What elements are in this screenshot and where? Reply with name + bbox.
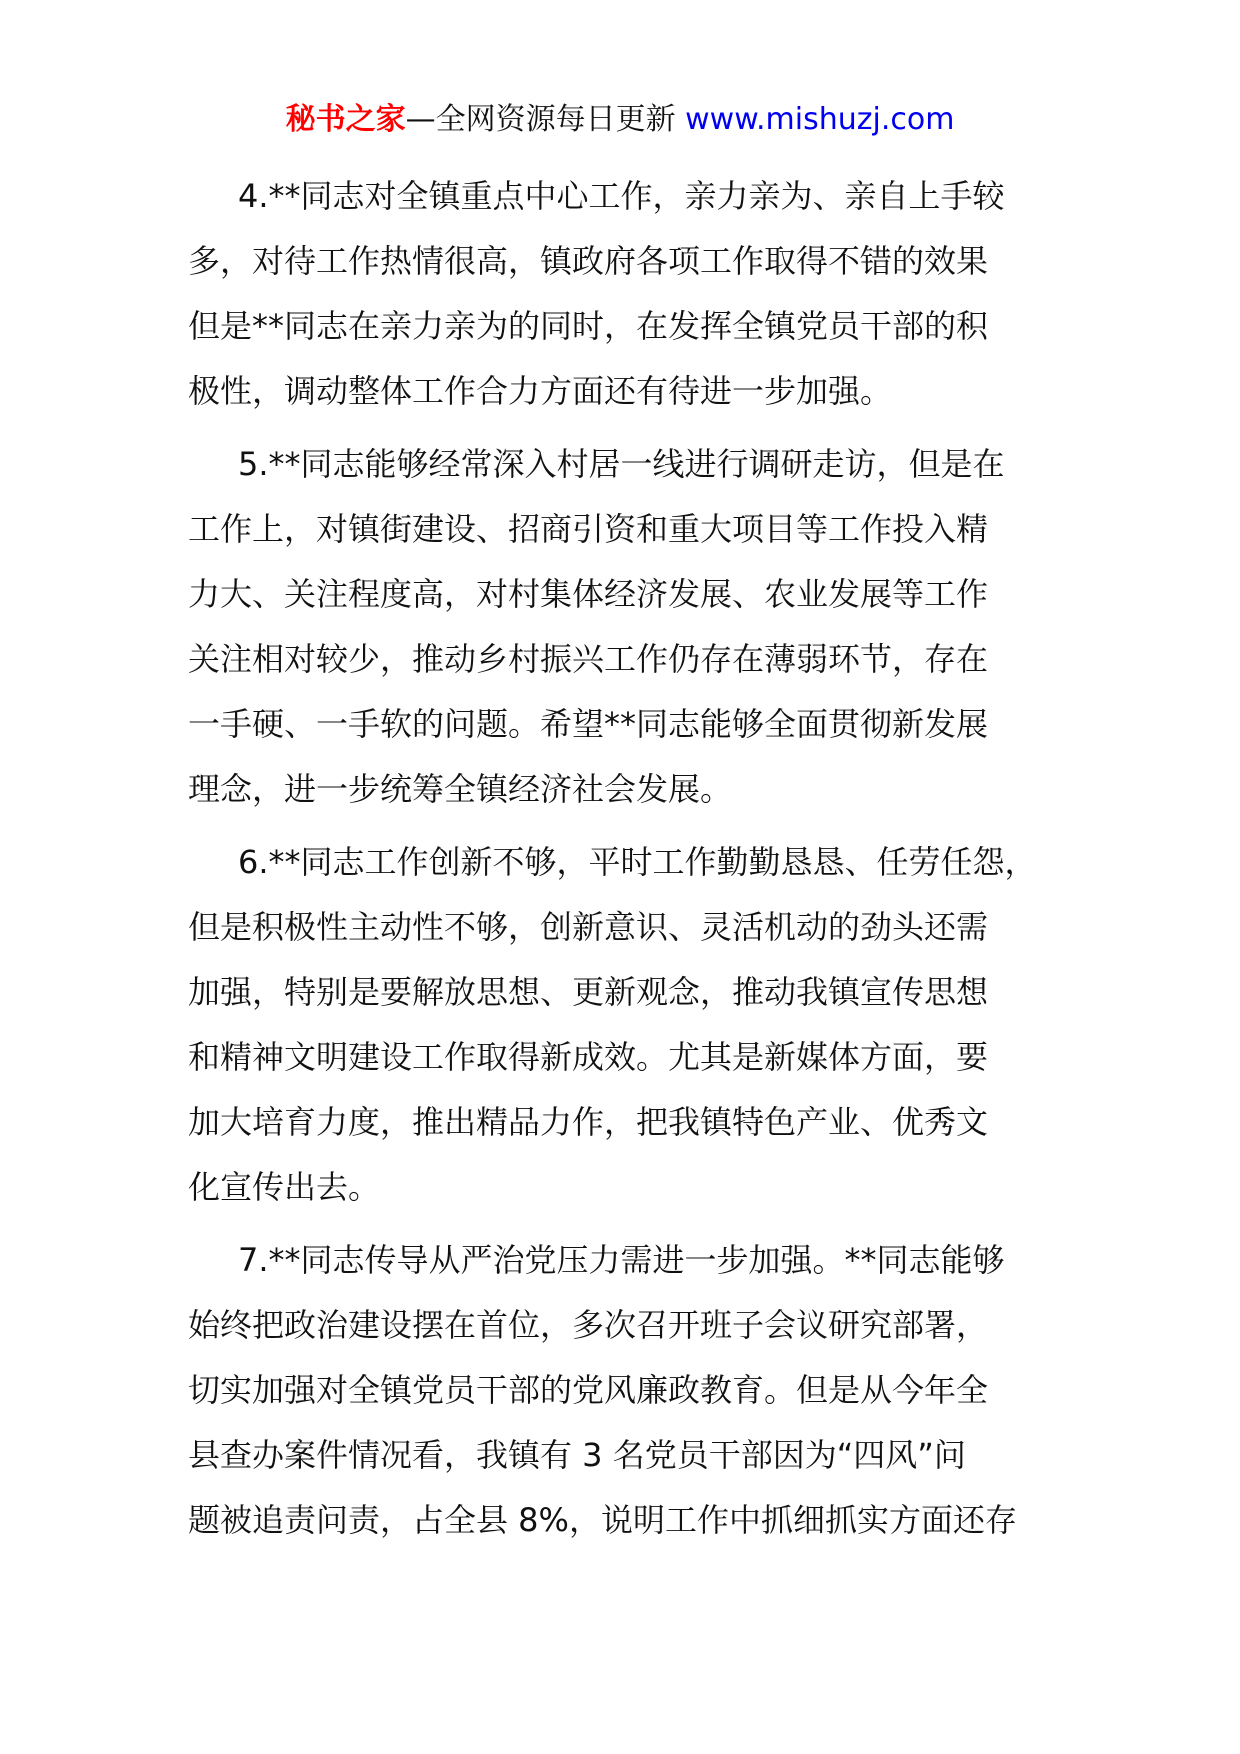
paragraph-4: [188, 164, 1068, 424]
text-line: 6.**同志工作创新不够，平时工作勤勤恳恳、任劳任怨，: [238, 843, 1037, 881]
text-line: 5.**同志能够经常深入村居一线进行调研走访，但是在: [238, 445, 1005, 483]
paragraph-6: [188, 830, 1068, 1220]
site-header: [0, 100, 1240, 140]
text-line: 力大、关注程度高，对村集体经济发展、农业发展等工作: [188, 575, 989, 613]
paragraph-7: [188, 1228, 1068, 1553]
text-line: 化宣传出去。: [188, 1168, 381, 1206]
document-body: [188, 164, 1068, 1561]
text-line: 7.**同志传导从严治党压力需进一步加强。**同志能够: [238, 1241, 1005, 1279]
brand-name: 秘书之家: [285, 102, 406, 137]
text-line: 4.**同志对全镇重点中心工作，亲力亲为、亲自上手较: [238, 177, 1005, 215]
text-line: 理念，进一步统筹全镇经济社会发展。: [188, 770, 733, 808]
text-line: 和精神文明建设工作取得新成效。尤其是新媒体方面，要: [188, 1038, 989, 1076]
text-line: 始终把政治建设摆在首位，多次召开班子会议研究部署，: [188, 1306, 989, 1344]
text-line: 县查办案件情况看，我镇有 3 名党员干部因为“四风”问: [188, 1436, 966, 1474]
paragraph-5: [188, 432, 1068, 822]
text-line: 加大培育力度，推出精品力作，把我镇特色产业、优秀文: [188, 1103, 989, 1141]
text-line: 多，对待工作热情很高，镇政府各项工作取得不错的效果: [188, 242, 989, 280]
text-line: 关注相对较少，推动乡村振兴工作仍存在薄弱环节，存在: [188, 640, 989, 678]
text-line: 但是积极性主动性不够，创新意识、灵活机动的劲头还需: [188, 908, 989, 946]
text-line: 加强，特别是要解放思想、更新观念，推动我镇宣传思想: [188, 973, 989, 1011]
text-line: 切实加强对全镇党员干部的党风廉政教育。但是从今年全: [188, 1371, 989, 1409]
header-tagline: —全网资源每日更新: [405, 102, 686, 137]
text-line: 工作上，对镇街建设、招商引资和重大项目等工作投入精: [188, 510, 989, 548]
site-url-link[interactable]: www.mishuzj.com: [685, 102, 955, 137]
text-line: 极性，调动整体工作合力方面还有待进一步加强。: [188, 372, 893, 410]
text-line: 题被追责问责，占全县 8%，说明工作中抓细抓实方面还存: [188, 1501, 1017, 1539]
text-line: 但是**同志在亲力亲为的同时，在发挥全镇党员干部的积: [188, 307, 989, 345]
text-line: 一手硬、一手软的问题。希望**同志能够全面贯彻新发展: [188, 705, 989, 743]
